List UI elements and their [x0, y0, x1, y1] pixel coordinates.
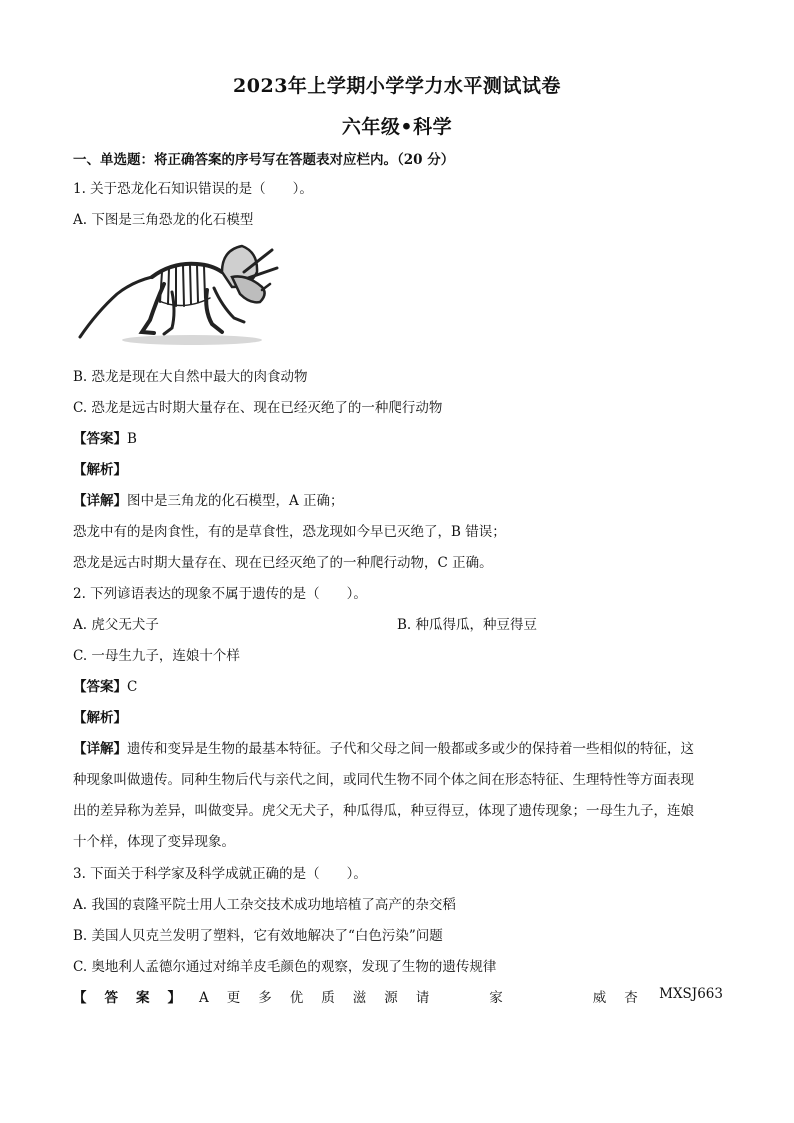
q1-answer-value: B: [127, 431, 137, 447]
q3-answer-line: [73, 986, 723, 1006]
q1-detail-3: 恐龙是远古时期大量存在、现在已经灭绝了的一种爬行动物，C 正确。: [73, 555, 493, 571]
q1-answer: [73, 427, 137, 447]
q3-code: MXSJ663: [659, 986, 723, 1002]
char: 威: [592, 990, 607, 1006]
exam-subtitle: 六年级•科学: [341, 116, 453, 138]
q2-stem: 2. 下列谚语表达的现象不属于遗传的是（ ）。: [73, 586, 367, 602]
char: 请: [415, 990, 430, 1006]
q2-detail-1-text: 遗传和变异是生物的最基本特征。子代和父母之间一般都或多或少的保持着一些相似的特征，这: [127, 741, 694, 757]
q2-detail-4: 十个样，体现了变异现象。: [73, 834, 235, 850]
answer-tag: 【答案】: [73, 431, 127, 447]
q1-detail-1: [73, 489, 344, 509]
q2-option-a: A. 虎父无犬子: [73, 617, 159, 633]
char: 】: [167, 990, 181, 1006]
q2-option-b: B. 种瓜得瓜，种豆得豆: [397, 617, 538, 633]
q3-option-b: B. 美国人贝克兰发明了塑料，它有效地解决了“白色污染”问题: [73, 928, 443, 944]
q1-option-c: C. 恐龙是远古时期大量存在、现在已经灭绝了的一种爬行动物: [73, 400, 443, 416]
answer-tag: 【答案】: [73, 679, 127, 695]
q1-analysis-tag: 【解析】: [73, 462, 127, 478]
char: 【: [73, 990, 87, 1006]
q1-stem: 1. 关于恐龙化石知识错误的是（ ）。: [73, 181, 313, 197]
char: 答: [104, 990, 118, 1006]
q2-answer-value: C: [127, 679, 138, 695]
exam-title: 2023年上学期小学学力水平测试试卷: [233, 75, 561, 97]
q2-option-c: C. 一母生九子，连娘十个样: [73, 648, 240, 664]
char: 滋: [352, 990, 367, 1006]
q1-detail-2: 恐龙中有的是肉食性，有的是草食性，恐龙现如今早已灭绝了，B 错误；: [73, 524, 506, 540]
q3-stem: 3. 下面关于科学家及科学成就正确的是（ ）。: [73, 866, 367, 882]
q2-analysis-tag: 【解析】: [73, 710, 127, 726]
char: 质: [321, 990, 335, 1006]
q1-detail-1-text: 图中是三角龙的化石模型，A 正确；: [127, 493, 344, 509]
char: 优: [289, 990, 304, 1006]
detail-tag: 【详解】: [73, 741, 127, 757]
char: 杏: [624, 990, 638, 1006]
triceratops-fossil-image: [72, 232, 282, 352]
q2-detail-3: 出的差异称为差异，叫做变异。虎父无犬子，种瓜得瓜，种豆得豆，体现了遗传现象；一母生九子，连娘: [73, 803, 694, 819]
q3-option-c: C. 奥地利人孟德尔通过对绵羊皮毛颜色的观察，发现了生物的遗传规律: [73, 959, 497, 975]
q1-option-b: B. 恐龙是现在大自然中最大的肉食动物: [73, 369, 308, 385]
char: 更: [226, 990, 241, 1006]
q2-answer: [73, 675, 137, 695]
char: 多: [258, 990, 272, 1006]
char: 案: [136, 990, 150, 1006]
section-heading: 一、单选题：将正确答案的序号写在答题表对应栏内。（20 分）: [73, 152, 455, 168]
q2-detail-2: 种现象叫做遗传。同种生物后代与亲代之间，或同代生物不同个体之间在形态特征、生理特性等方面表现: [73, 772, 694, 788]
q2-detail-1: [73, 737, 694, 757]
detail-tag: 【详解】: [73, 493, 127, 509]
q3-answer-chars: [73, 986, 656, 1006]
q1-option-a: A. 下图是三角恐龙的化石模型: [73, 212, 254, 228]
char: 源: [384, 990, 398, 1006]
q3-option-a: A. 我国的袁隆平院士用人工杂交技术成功地培植了高产的杂交稻: [73, 897, 456, 913]
char: A: [199, 990, 209, 1006]
char: 家: [489, 990, 503, 1006]
